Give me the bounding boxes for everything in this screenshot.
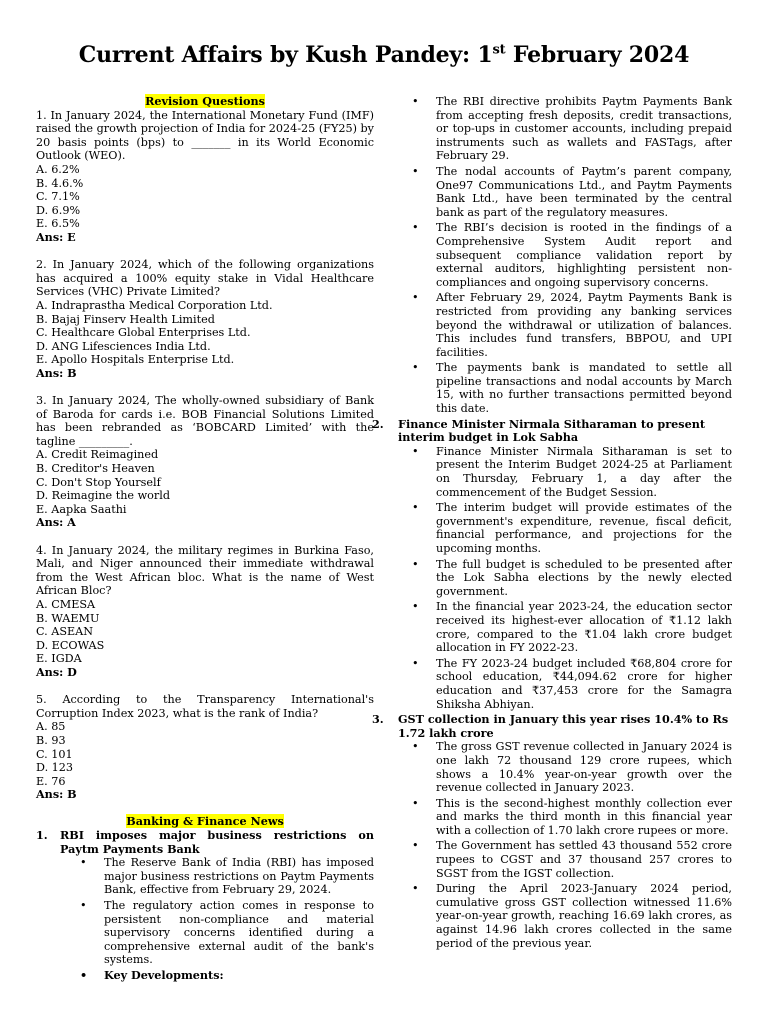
question-text: 5. According to the Transparency International's Corruption Index 2023, what is the rank of India? (36, 693, 374, 720)
title-superscript: st (492, 42, 506, 58)
bullet-item: • This is the second-highest monthly collection ever and marks the third month in this financial year with a collection of 1.70 lakh crore rupees or more. (392, 797, 732, 838)
revision-heading: Revision Questions (145, 94, 265, 108)
bullet-item: • The full budget is scheduled to be presented after the Lok Sabha elections by the newly elected government. (392, 558, 732, 599)
section-1-continued-bullets (392, 95, 732, 416)
banking-sections-left (36, 829, 374, 983)
answer-option: A. Credit Reimagined (36, 448, 159, 462)
section-2-bullets (392, 445, 732, 711)
question-block (36, 693, 374, 802)
bullet-item: • Finance Minister Nirmala Sitharaman is set to present the Interim Budget 2024-25 at Parliament on Thursday, February 1, a day after the commencement of the Budget Session. (392, 445, 732, 499)
section-1-title: RBI imposes major business restrictions on Paytm Payments Bank (60, 828, 374, 856)
banking-heading: Banking & Finance News (126, 814, 284, 829)
answer-option: E. Apollo Hospitals Enterprise Ltd. (36, 353, 235, 367)
bullet-item: • The Reserve Bank of India (RBI) has imposed major business restrictions on Paytm Payments Bank, effective from February 29, 2024. (60, 856, 374, 897)
section-3 (372, 713, 732, 950)
bullet-item: • The RBI directive prohibits Paytm Payments Bank from accepting fresh deposits, credit transactions, or top-ups in customer accounts, including prepaid instruments such as wallets and FASTags, after February 29. (392, 95, 732, 163)
answer-option: E. 76 (36, 774, 66, 788)
section-1-bullets (60, 856, 374, 982)
revision-heading-wrap (36, 95, 374, 109)
answer-option: C. Healthcare Global Enterprises Ltd. (36, 326, 251, 340)
right-column (372, 95, 732, 952)
answer-option: C. Don't Stop Yourself (36, 475, 161, 489)
bullet-item: • The payments bank is mandated to settle all pipeline transactions and nodal accounts by March 15, with no further transactions permitted beyond this date. (392, 361, 732, 415)
left-column (36, 95, 374, 985)
bullet-item: • The RBI’s decision is rooted in the findings of a Comprehensive System Audit report and subsequent compliance validation report by external auditors, highlighting persistent non-compliances and ongoing supervisory concerns. (392, 221, 732, 289)
answer-option: B. 93 (36, 733, 66, 747)
answer-key: Ans: E (36, 229, 76, 244)
section-2 (372, 418, 732, 711)
answer-option: D. ECOWAS (36, 638, 105, 652)
question-block (36, 109, 374, 245)
bullet-item: • Key Developments: (60, 969, 374, 983)
title-main: Current Affairs by Kush Pandey: 1 (78, 42, 493, 68)
question-text: 4. In January 2024, the military regimes in Burkina Faso, Mali, and Niger announced their immediate withdrawal from the West African bloc. What is the name of West African Bloc? (36, 543, 374, 598)
section-2-title: Finance Minister Nirmala Sitharaman to present interim budget in Lok Sabha (398, 416, 705, 445)
answer-option: E. IGDA (36, 652, 82, 666)
answer-option: E. 6.5% (36, 217, 80, 231)
answer-option: A. Indraprastha Medical Corporation Ltd. (36, 298, 273, 312)
answer-option: D. 6.9% (36, 203, 81, 217)
answer-option: B. WAEMU (36, 611, 100, 625)
question-block (36, 394, 374, 530)
section-1 (36, 829, 374, 983)
answer-option: D. Reimagine the world (36, 489, 170, 503)
answer-key: Ans: A (36, 515, 76, 530)
answer-key: Ans: D (36, 664, 77, 679)
bullet-item: • The Government has settled 43 thousand 552 crore rupees to CGST and 37 thousand 257 crores to SGST from the IGST collection. (392, 839, 732, 880)
question-block (36, 544, 374, 680)
question-text: 3. In January 2024, The wholly-owned subsidiary of Bank of Baroda for cards i.e. BOB Financial Solutions Limited has been rebranded as ‘BOBCARD Limited’ with the tagline _________. (36, 394, 374, 448)
question-text: 1. In January 2024, the International Monetary Fund (IMF) raised the growth projection of India for 2024-25 (FY25) by 20 basis points (bps) to _______ in its World Economic Outlook (WEO). (36, 108, 374, 163)
question-block (36, 258, 374, 380)
answer-option: C. 7.1% (36, 190, 80, 204)
bullet-item: • The gross GST revenue collected in January 2024 is one lakh 72 thousand 129 crore rupees, which shows a 10.4% year-on-year growth over the revenue collected in January 2023. (392, 740, 732, 794)
answer-option: B. Creditor's Heaven (36, 462, 155, 476)
bullet-item: • After February 29, 2024, Paytm Payments Bank is restricted from providing any banking services beyond the withdrawal or utilization of balances. This includes fund transfers, BBPOU, and UPI facilities. (392, 291, 732, 359)
answer-option: C. ASEAN (36, 625, 94, 639)
bullet-item: • In the financial year 2023-24, the education sector received its highest-ever allocation of ₹1.12 lakh crore, compared to the ₹1.04 lakh crore budget allocation in FY 2022-23. (392, 600, 732, 654)
answer-option: B. Bajaj Finserv Health Limited (36, 312, 215, 326)
section-3-bullets (392, 740, 732, 950)
page-title (0, 42, 768, 68)
answer-option: A. 85 (36, 720, 66, 734)
answer-option: A. 6.2% (36, 162, 80, 176)
answer-option: A. CMESA (36, 597, 96, 611)
answer-key: Ans: B (36, 365, 77, 380)
section-2-number: 2. (372, 416, 384, 431)
bullet-item: • The nodal accounts of Paytm’s parent company, One97 Communications Ltd., and Paytm Payments Bank Ltd., have been terminated by the central bank as part of the regulatory measures. (392, 165, 732, 219)
banking-sections-right (372, 418, 732, 951)
answer-option: E. Aapka Saathi (36, 502, 127, 516)
answer-option: B. 4.6.% (36, 176, 84, 190)
answer-option: C. 101 (36, 747, 73, 761)
answer-key: Ans: B (36, 787, 77, 802)
answer-option: D. ANG Lifesciences India Ltd. (36, 339, 211, 353)
answer-option: D. 123 (36, 761, 74, 775)
bullet-item: • The interim budget will provide estimates of the government's expenditure, revenue, fiscal deficit, financial performance, and projections for the upcoming months. (392, 501, 732, 555)
section-3-number: 3. (372, 712, 384, 727)
title-rest: February 2024 (505, 42, 690, 68)
section-3-title: GST collection in January this year rises 10.4% to Rs 1.72 lakh crore (398, 712, 729, 740)
revision-questions (36, 109, 374, 802)
section-1-number: 1. (36, 828, 48, 843)
question-text: 2. In January 2024, which of the following organizations has acquired a 100% equity stake in Vidal Healthcare Services (VHC) Private Limited? (36, 258, 374, 299)
banking-heading-wrap (36, 815, 374, 829)
bullet-item: • The regulatory action comes in response to persistent non-compliance and material supervisory concerns identified during a comprehensive external audit of the bank's systems. (60, 899, 374, 967)
bullet-item: • During the April 2023-January 2024 period, cumulative gross GST collection witnessed 11.6% year-on-year growth, reaching 16.69 lakh crores, as against 14.96 lakh crores collected in the same period of the previous year. (392, 882, 732, 950)
bullet-item: • The FY 2023-24 budget included ₹68,804 crore for school education, ₹44,094.62 crore for higher education and ₹37,453 crore for the Samagra Shiksha Abhiyan. (392, 657, 732, 711)
